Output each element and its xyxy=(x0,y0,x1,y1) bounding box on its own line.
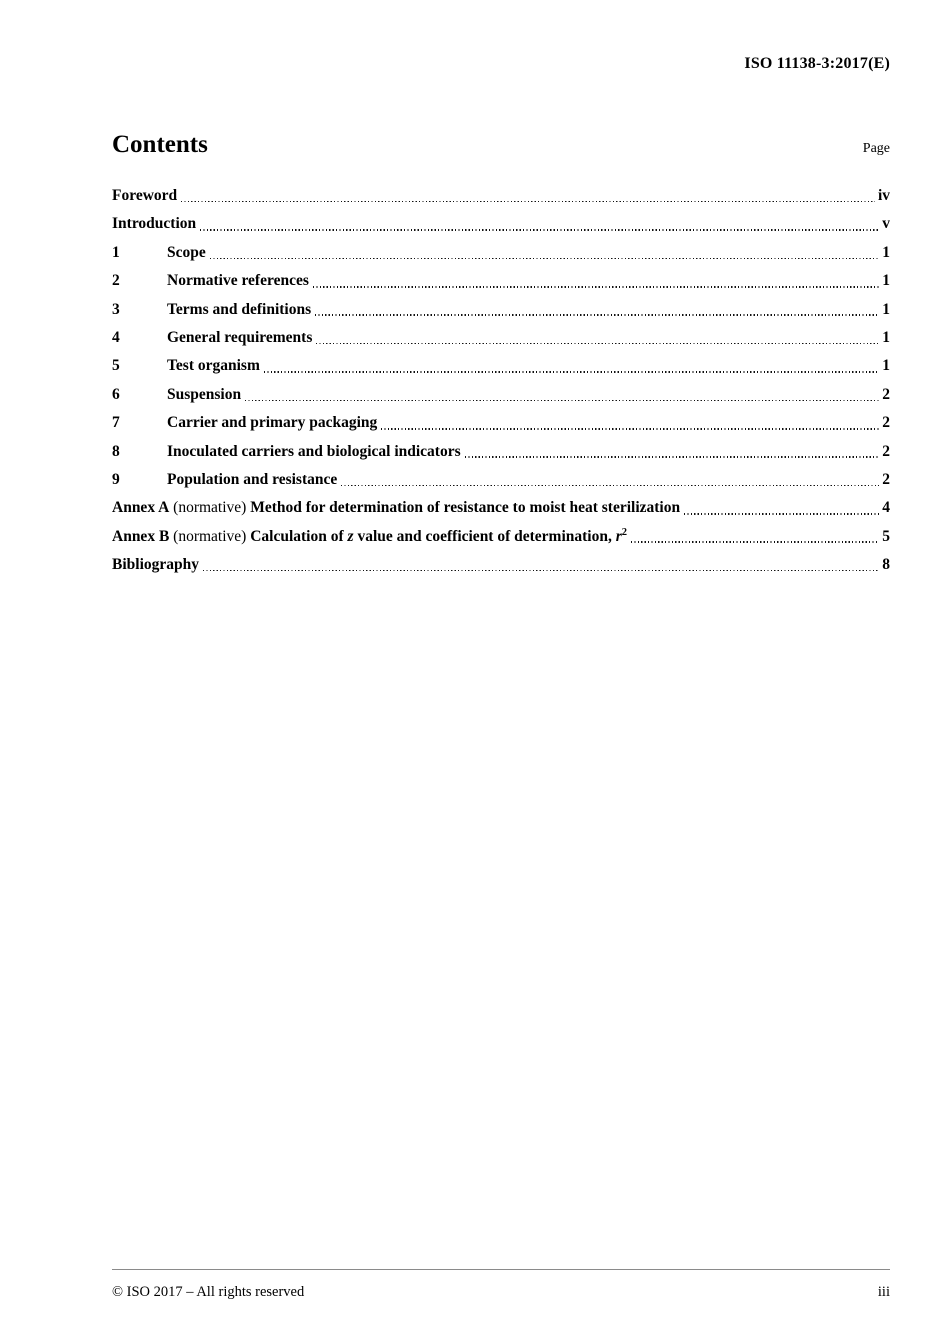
toc-entry-number: 7 xyxy=(112,414,120,432)
toc-entry[interactable] xyxy=(112,438,890,466)
toc-entry[interactable] xyxy=(112,466,890,494)
contents-heading: Contents xyxy=(112,131,208,158)
toc-entry-page: 2 xyxy=(882,414,890,432)
dot-leader xyxy=(264,352,879,380)
dot-leader xyxy=(465,438,880,466)
dot-leader xyxy=(316,324,879,352)
toc-entry-title: Introduction xyxy=(112,215,197,233)
toc-entry-page: v xyxy=(882,215,890,233)
toc-entry-title: Foreword xyxy=(112,187,178,204)
dot-leader xyxy=(684,494,879,522)
toc-entry-number: 9 xyxy=(112,470,120,488)
dot-leader xyxy=(313,267,879,295)
page-column-label: Page xyxy=(862,141,890,156)
toc-entry[interactable] xyxy=(112,296,890,324)
toc-entry-title: Annex A (normative) Method for determination of resistance to moist heat sterilization xyxy=(112,499,681,517)
toc-entry-page: 1 xyxy=(882,300,890,318)
toc-entry[interactable] xyxy=(112,409,890,437)
toc-entry-title: Carrier and primary packaging xyxy=(167,414,378,432)
toc-entry-title: Annex B (normative) Calculation of z value and coefficient of determination, $r^2$ xyxy=(112,526,628,545)
dot-leader xyxy=(341,466,879,494)
dot-leader xyxy=(181,182,875,210)
toc-entry[interactable] xyxy=(112,182,890,210)
toc-entry-title: Scope xyxy=(167,243,206,261)
document-reference: ISO 11138-3:2017(E) xyxy=(744,55,890,72)
toc-entry[interactable] xyxy=(112,352,890,380)
dot-leader xyxy=(203,551,879,579)
toc-entry-title: General requirements xyxy=(167,328,313,346)
toc-entry[interactable] xyxy=(112,494,890,522)
toc-entry-page: 2 xyxy=(882,470,890,488)
footer-rule xyxy=(112,1269,890,1270)
dot-leader xyxy=(210,239,880,267)
toc-entry-page: 1 xyxy=(882,357,890,375)
table-of-contents xyxy=(112,182,890,579)
dot-leader xyxy=(245,381,879,409)
toc-entry[interactable] xyxy=(112,267,890,295)
toc-entry-number: 6 xyxy=(112,385,120,403)
toc-entry-title: Test organism xyxy=(167,357,260,375)
toc-entry[interactable] xyxy=(112,239,890,267)
toc-entry-page: 1 xyxy=(882,243,890,261)
contents-header xyxy=(112,131,890,159)
dot-leader xyxy=(200,210,879,238)
toc-entry-number: 5 xyxy=(112,357,120,375)
toc-entry-page: 2 xyxy=(882,442,890,460)
page-footer xyxy=(112,1284,890,1301)
toc-entry-title: Inoculated carriers and biological indicators xyxy=(167,442,461,460)
toc-entry-number: 4 xyxy=(112,328,120,346)
toc-entry-number: 3 xyxy=(112,300,120,318)
dot-leader xyxy=(631,523,879,551)
toc-entry[interactable] xyxy=(112,551,890,579)
toc-entry-page: 8 xyxy=(882,556,890,574)
toc-entry-page: 4 xyxy=(882,499,890,517)
dot-leader xyxy=(381,409,879,437)
dot-leader xyxy=(315,296,879,324)
toc-entry-page: 5 xyxy=(882,527,890,545)
toc-entry-title: Suspension xyxy=(167,385,242,403)
toc-entry-title: Population and resistance xyxy=(167,470,338,488)
toc-entry-page: 1 xyxy=(882,328,890,346)
folio-page-number: iii xyxy=(877,1284,890,1300)
toc-entry[interactable] xyxy=(112,381,890,409)
toc-entry-page: iv xyxy=(877,187,890,204)
toc-entry-title: Terms and definitions xyxy=(167,300,312,318)
toc-entry-number: 1 xyxy=(112,243,120,261)
toc-entry-title: Normative references xyxy=(167,272,309,290)
toc-entry[interactable] xyxy=(112,210,890,238)
toc-entry[interactable] xyxy=(112,523,890,551)
toc-entry-title: Bibliography xyxy=(112,556,199,574)
toc-entry[interactable] xyxy=(112,324,890,352)
toc-entry-number: 8 xyxy=(112,442,120,460)
toc-entry-page: 2 xyxy=(882,385,890,403)
toc-entry-number: 2 xyxy=(112,272,120,290)
copyright-notice: © ISO 2017 – All rights reserved xyxy=(112,1284,305,1300)
toc-entry-page: 1 xyxy=(882,272,890,290)
